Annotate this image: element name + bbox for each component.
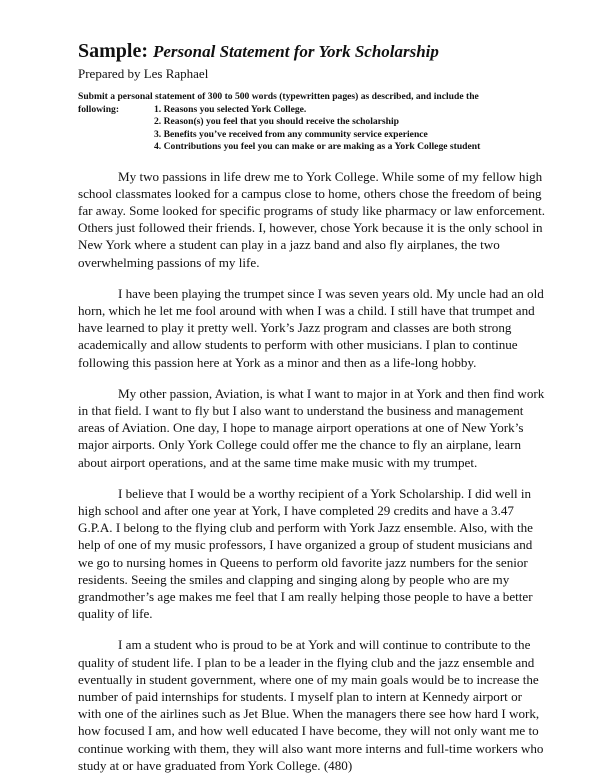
paragraph-line: with one of the airlines such as Jet Blue. When the managers there see how hard I work, (78, 705, 540, 722)
paragraph-line: residents. Seeing the smiles and clapping and singing along by people who are my (78, 571, 540, 588)
statement-body (78, 168, 540, 774)
paragraph-line: number of paid internships for students. I myself plan to intern at Kennedy airport or (78, 688, 540, 705)
instruction-item: 4. Contributions you feel you can make or are making as a York College student (154, 141, 480, 154)
paragraph-line: grandmother’s age makes me feel that I am really helping those people to have a better (78, 588, 540, 605)
paragraph-line: horn, which he let me fool around with when I was a child. I still have that trumpet and (78, 302, 540, 319)
paragraph-line: study at or have graduated from York College. (480) (78, 757, 540, 774)
instruction-row (78, 129, 540, 142)
instructions-intro: Submit a personal statement of 300 to 500 words (typewritten pages) as described, and include the (78, 91, 540, 104)
paragraph-line: following this passion here at York as a minor and then as a life-long hobby. (78, 354, 540, 371)
paragraph-line: quality of student life. I plan to be a leader in the flying club and the jazz ensemble and (78, 654, 540, 671)
following-label: following: (78, 104, 154, 117)
instruction-item: 1. Reasons you selected York College. (154, 104, 306, 117)
paragraph-line: major airports. Only York College could offer me the chance to fly an airplane, learn (78, 436, 540, 453)
body-paragraph (78, 168, 540, 271)
paragraph-line: about airport operations, and at the same time make music with my trumpet. (78, 454, 540, 471)
body-paragraph (78, 636, 540, 774)
paragraph-line: overwhelming passions of my life. (78, 254, 540, 271)
author-line: Prepared by Les Raphael (78, 65, 540, 82)
paragraph-line: school classmates looked for a campus close to home, others chose the freedom of being (78, 185, 540, 202)
body-paragraph (78, 285, 540, 371)
document-title (78, 38, 540, 65)
statement-title: Personal Statement for York Scholarship (153, 42, 439, 61)
paragraph-line: help of one of my music professors, I have organized a group of student musicians and (78, 536, 540, 553)
paragraph-line: I am a student who is proud to be at York and will continue to contribute to the (78, 636, 540, 653)
body-paragraph (78, 485, 540, 623)
paragraph-line: My two passions in life drew me to York College. While some of my fellow high (78, 168, 540, 185)
paragraph-line: I believe that I would be a worthy recipient of a York Scholarship. I did well in (78, 485, 540, 502)
paragraph-line: have learned to play it pretty well. York’s Jazz program and classes are both strong (78, 319, 540, 336)
paragraph-line: academically and allow students to perform with other musicians. I plan to continue (78, 336, 540, 353)
paragraph-line: eventually in student government, where one of my main goals would be to increase the (78, 671, 540, 688)
paragraph-line: in that field. I want to fly but I also want to understand the business and management (78, 402, 540, 419)
instruction-row (78, 116, 540, 129)
paragraph-line: continue working with them, they will also want more interns and full-time workers who (78, 740, 540, 757)
instruction-item: 2. Reason(s) you feel that you should receive the scholarship (154, 116, 399, 129)
paragraph-line: Others just followed their friends. I, however, chose York because it is the only school in (78, 219, 540, 236)
paragraph-line: G.P.A. I belong to the flying club and perform with York Jazz ensemble. Also, with the (78, 519, 540, 536)
paragraph-line: My other passion, Aviation, is what I want to major in at York and then find work (78, 385, 540, 402)
paragraph-line: areas of Aviation. One day, I hope to manage airport operations at one of New York’s (78, 419, 540, 436)
paragraph-line: how focused I am, and how well educated I have become, they will not only want me to (78, 722, 540, 739)
paragraph-line: high school and after one year at York, I have completed 29 credits and have a 3.47 (78, 502, 540, 519)
instruction-row (78, 141, 540, 154)
instructions-block (78, 91, 540, 154)
instruction-row (78, 104, 540, 117)
sample-label: Sample: (78, 40, 148, 62)
paragraph-line: we go to nursing homes in Queens to perform old favorite jazz numbers for the senior (78, 554, 540, 571)
paragraph-line: New York where a student can play in a jazz band and also fly airplanes, the two (78, 236, 540, 253)
body-paragraph (78, 385, 540, 471)
paragraph-line: far away. Some looked for specific programs of study like pharmacy or law enforcement. (78, 202, 540, 219)
paragraph-line: I have been playing the trumpet since I was seven years old. My uncle had an old (78, 285, 540, 302)
instruction-item: 3. Benefits you’ve received from any community service experience (154, 129, 428, 142)
paragraph-line: quality of life. (78, 605, 540, 622)
